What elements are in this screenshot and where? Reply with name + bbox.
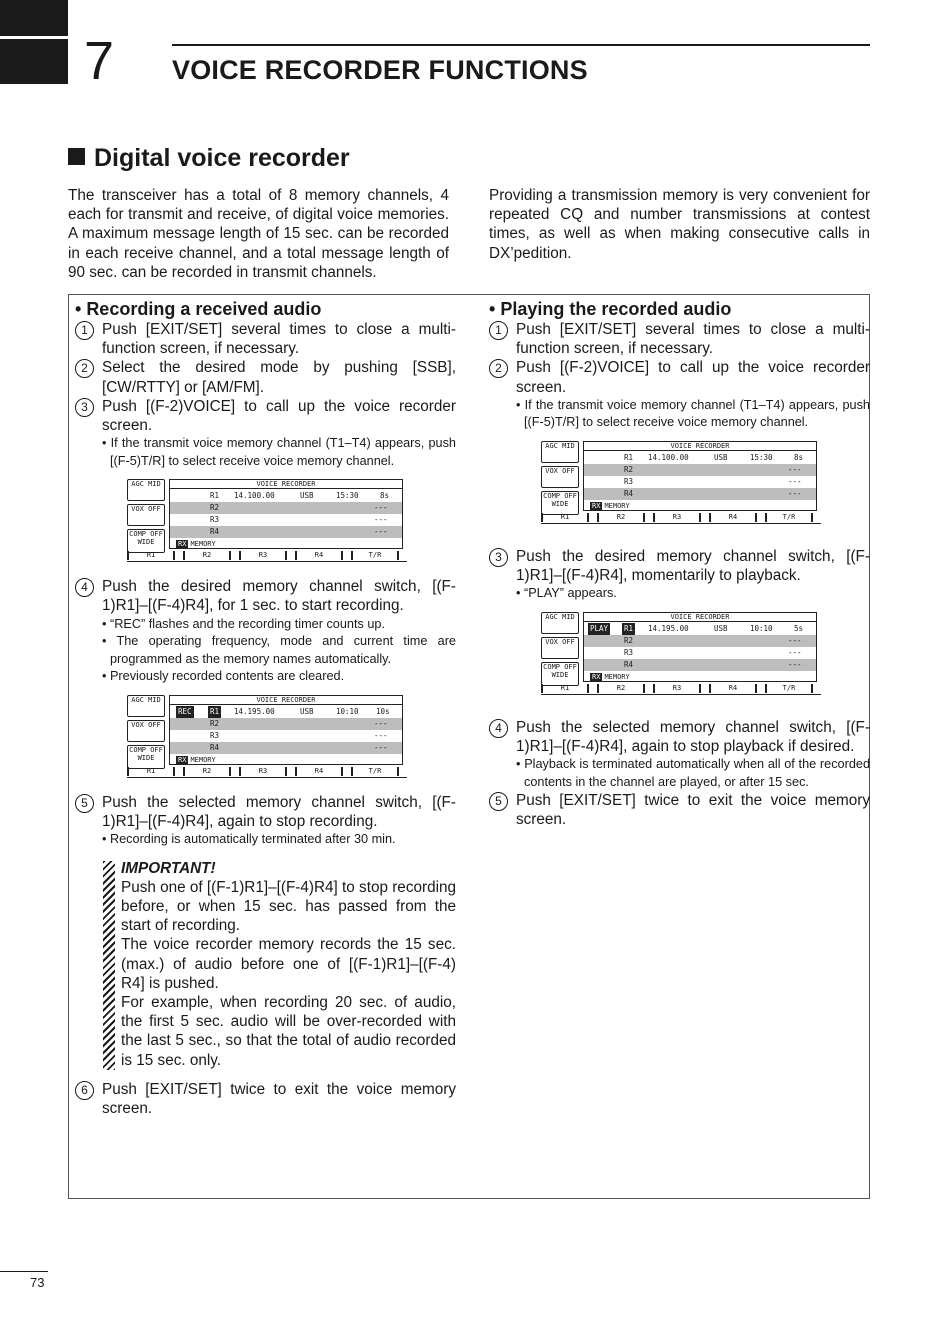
lcd-display bbox=[169, 695, 403, 765]
lcd-row-r3: R3 --- bbox=[210, 730, 388, 740]
note: • Recording is automatically terminated after 30 min. bbox=[102, 832, 396, 847]
note: • If the transmit voice memory channel (T1–T4) appears, push [(F-5)T/R] to select receive voice memory channel. bbox=[516, 397, 870, 430]
chapter-number: 7 bbox=[84, 31, 115, 91]
left-column bbox=[75, 298, 456, 1118]
step-3: 3 Push [(F-2)VOICE] to call up the voice recorder screen. bbox=[75, 397, 456, 435]
lcd-row-r4: R4 --- bbox=[170, 742, 402, 754]
lcd-row-r3: R3 --- bbox=[624, 476, 802, 486]
step-5: 5 Push the selected memory channel switch, [(F-1)R1]–[(F-4)R4], again to stop recording. bbox=[75, 793, 456, 831]
fkey-r2: R2 bbox=[183, 767, 231, 776]
section-title: Digital voice recorder bbox=[68, 144, 350, 173]
fkey-r3: R3 bbox=[239, 551, 287, 560]
function-keys bbox=[127, 551, 407, 562]
important-text-3: For example, when recording 20 sec. of audio, the first 5 sec. audio will be over-recorded with the last 5 sec., so that the total of audio recorded is 15 sec. only. bbox=[121, 993, 456, 1069]
chapter-title: VOICE RECORDER FUNCTIONS bbox=[172, 55, 588, 85]
agc-key: AGC MID bbox=[541, 612, 579, 634]
lcd-display bbox=[169, 479, 403, 549]
step-4: 4 Push the selected memory channel switch, [(F-1)R1]–[(F-4)R4], again to stop playback if desired. bbox=[489, 718, 870, 756]
fkey-tr: T/R bbox=[765, 684, 813, 693]
lcd-memory-label: RX MEMORY bbox=[592, 501, 630, 510]
fkey-tr: T/R bbox=[351, 767, 399, 776]
fkey-tr: T/R bbox=[351, 551, 399, 560]
lcd-row-r4: R4 --- bbox=[584, 659, 816, 671]
step-1: 1 Push [EXIT/SET] several times to close a multi-function screen, if necessary. bbox=[489, 320, 870, 358]
fkey-r4: R4 bbox=[295, 767, 343, 776]
intro-left: The transceiver has a total of 8 memory channels, 4 each for transmit and receive, of digital voice memories. A maximum message length of 15 sec. can be recorded in each receive channel, and a total message length of 90 sec. can be recorded in transmit channels. bbox=[68, 187, 449, 281]
fkey-r3: R3 bbox=[653, 513, 701, 522]
lcd-row-r1: REC R1 14.195.00 USB 10:10 10s bbox=[178, 706, 390, 716]
vox-key: VOX OFF bbox=[541, 637, 579, 659]
lcd-screen-play bbox=[541, 612, 823, 696]
note: • The operating frequency, mode and current time are programmed as the memory names automatically. bbox=[102, 634, 456, 666]
lcd-row-r3: R3 --- bbox=[210, 515, 388, 525]
step-6: 6 Push [EXIT/SET] twice to exit the voice memory screen. bbox=[75, 1080, 456, 1118]
fkey-r3: R3 bbox=[653, 684, 701, 693]
comp-key: COMP OFF WIDE bbox=[541, 491, 579, 515]
fkey-r1: R1 bbox=[127, 767, 175, 776]
comp-key: COMP OFF WIDE bbox=[127, 745, 165, 769]
chapter-tab bbox=[0, 0, 68, 84]
step-2: 2 Push [(F-2)VOICE] to call up the voice recorder screen. bbox=[489, 358, 870, 396]
important-title: IMPORTANT! bbox=[121, 859, 216, 877]
function-keys bbox=[127, 767, 407, 778]
lcd-row-r1: R1 14.100.00 USB 15:30 8s bbox=[210, 491, 390, 501]
important-text-2: The voice recorder memory records the 15 sec. (max.) of audio before one of [(F-1)R1]–[(F-4) R4] is pushed. bbox=[121, 936, 456, 992]
fkey-r3: R3 bbox=[239, 767, 287, 776]
lcd-row-r4: R4 --- bbox=[584, 488, 816, 500]
note: • If the transmit voice memory channel (T1–T4) appears, push [(F-5)T/R] to select receive voice memory channel. bbox=[102, 436, 456, 468]
lcd-title: VOICE RECORDER bbox=[584, 613, 816, 622]
agc-key: AGC MID bbox=[127, 695, 165, 717]
square-bullet-icon bbox=[68, 148, 85, 165]
lcd-title: VOICE RECORDER bbox=[584, 442, 816, 451]
function-keys bbox=[541, 513, 821, 524]
note: • Playback is terminated automatically when all of the recorded contents in the channel are played, or after 15 sec. bbox=[516, 757, 871, 789]
lcd-display bbox=[583, 441, 817, 511]
step-2: 2 Select the desired mode by pushing [SSB], [CW/RTTY] or [AM/FM]. bbox=[75, 358, 456, 396]
intro-right: Providing a transmission memory is very convenient for repeated CQ and number transmissions at contest times, as well as when making consecutive calls in DX’pedition. bbox=[489, 187, 870, 262]
fkey-r2: R2 bbox=[183, 551, 231, 560]
step-1: 1 Push [EXIT/SET] several times to close a multi-function screen, if necessary. bbox=[75, 320, 456, 358]
important-callout bbox=[103, 859, 456, 1070]
note: • “PLAY” appears. bbox=[516, 586, 617, 601]
lcd-row-r4: R4 --- bbox=[170, 526, 402, 538]
fkey-r1: R1 bbox=[541, 513, 589, 522]
comp-key: COMP OFF WIDE bbox=[127, 529, 165, 553]
lcd-title: VOICE RECORDER bbox=[170, 480, 402, 489]
left-subtitle: • Recording a received audio bbox=[75, 299, 322, 319]
lcd-row-r2: R2 --- bbox=[584, 464, 816, 476]
lcd-row-r2: R2 --- bbox=[170, 718, 402, 730]
agc-key: AGC MID bbox=[127, 479, 165, 501]
footer-rule bbox=[0, 1271, 48, 1272]
fkey-r2: R2 bbox=[597, 684, 645, 693]
vox-key: VOX OFF bbox=[127, 504, 165, 526]
important-text-1: Push one of [(F-1)R1]–[(F-4)R4] to stop recording before, or when 15 sec. has passed from the start of recording. bbox=[121, 878, 456, 935]
lcd-display bbox=[583, 612, 817, 682]
note: • Previously recorded contents are cleared. bbox=[102, 669, 345, 684]
vox-key: VOX OFF bbox=[127, 720, 165, 742]
fkey-r4: R4 bbox=[709, 513, 757, 522]
lcd-memory-label: RX MEMORY bbox=[178, 540, 216, 549]
fkey-r1: R1 bbox=[127, 551, 175, 560]
lcd-row-r2: R2 --- bbox=[584, 635, 816, 647]
agc-key: AGC MID bbox=[541, 441, 579, 463]
lcd-screen-idle bbox=[127, 479, 409, 563]
lcd-title: VOICE RECORDER bbox=[170, 696, 402, 705]
fkey-r4: R4 bbox=[709, 684, 757, 693]
lcd-row-r2: R2 --- bbox=[170, 502, 402, 514]
tab-divider bbox=[0, 36, 68, 39]
right-column bbox=[489, 298, 870, 830]
step-3: 3 Push the desired memory channel switch, [(F-1)R1]–[(F-4)R4], momentarily to playback. bbox=[489, 547, 870, 585]
comp-key: COMP OFF WIDE bbox=[541, 662, 579, 686]
note: • “REC” flashes and the recording timer counts up. bbox=[102, 616, 385, 631]
lcd-row-r1: PLAY R1 14.195.00 USB 10:10 5s bbox=[590, 623, 804, 633]
step-4: 4 Push the desired memory channel switch, [(F-1)R1]–[(F-4)R4], for 1 sec. to start recording. bbox=[75, 577, 456, 615]
page-number: 73 bbox=[30, 1275, 45, 1290]
lcd-screen-rec bbox=[127, 695, 409, 779]
step-5: 5 Push [EXIT/SET] twice to exit the voice memory screen. bbox=[489, 791, 870, 829]
hatch-bar-icon bbox=[103, 861, 115, 1070]
header-rule bbox=[172, 44, 870, 46]
lcd-row-r3: R3 --- bbox=[624, 647, 802, 657]
lcd-screen-idle bbox=[541, 441, 823, 525]
vox-key: VOX OFF bbox=[541, 466, 579, 488]
function-keys bbox=[541, 684, 821, 695]
fkey-r1: R1 bbox=[541, 684, 589, 693]
fkey-tr: T/R bbox=[765, 513, 813, 522]
fkey-r2: R2 bbox=[597, 513, 645, 522]
right-subtitle: • Playing the recorded audio bbox=[489, 299, 732, 319]
lcd-row-r1: R1 14.100.00 USB 15:30 8s bbox=[624, 452, 804, 462]
lcd-memory-label: RX MEMORY bbox=[592, 672, 630, 681]
fkey-r4: R4 bbox=[295, 551, 343, 560]
lcd-memory-label: RX MEMORY bbox=[178, 755, 216, 764]
